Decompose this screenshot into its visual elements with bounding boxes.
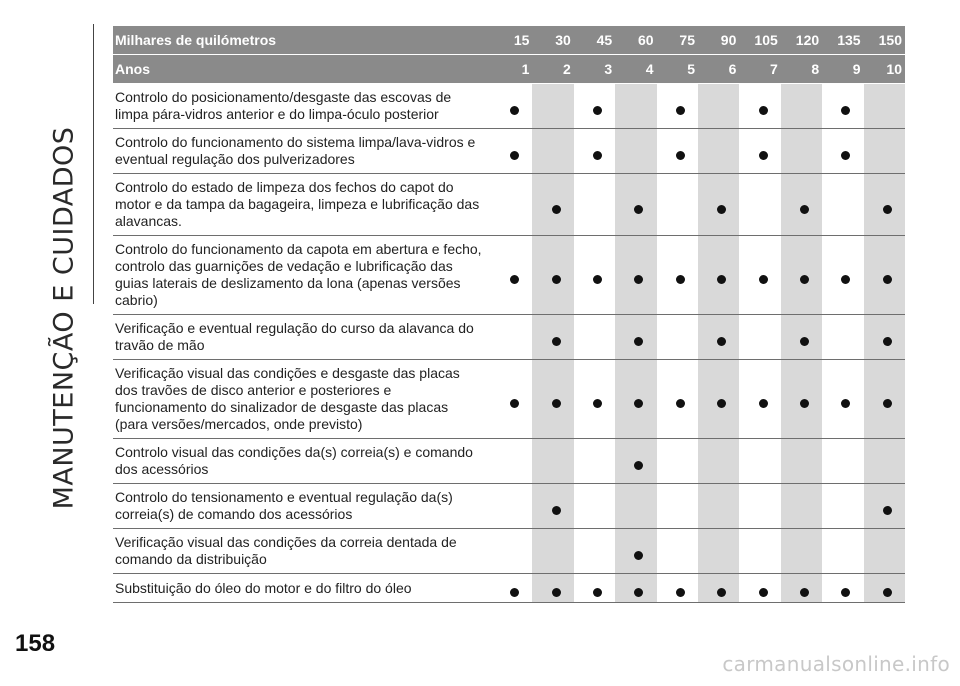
schedule-cell [615,439,656,484]
schedule-cell [532,529,573,574]
scheduled-dot-icon [759,151,768,160]
scheduled-dot-icon [717,275,726,284]
header-km-value: 105 [739,26,780,55]
operation-description: Controlo do funcionamento do sistema limpa/lava-vidros e eventual regulação dos pulverizadores [113,129,491,174]
operation-description: Verificação e eventual regulação do curso da alavanca do travão de mão [113,315,491,360]
watermark: carmanualsonline.info [722,652,950,676]
table-row [113,484,905,529]
scheduled-dot-icon [634,551,643,560]
schedule-cell [491,529,532,574]
schedule-cell [822,129,863,174]
scheduled-dot-icon [676,588,685,597]
schedule-cell [739,529,780,574]
scheduled-dot-icon [841,151,850,160]
schedule-cell [822,84,863,129]
schedule-cell [574,129,615,174]
table-row [113,360,905,439]
schedule-cell [739,315,780,360]
schedule-cell [491,84,532,129]
schedule-cell [491,174,532,236]
schedule-cell [864,84,905,129]
header-years-value: 3 [574,55,615,84]
scheduled-dot-icon [717,205,726,214]
header-years-value: 5 [657,55,698,84]
scheduled-dot-icon [841,588,850,597]
scheduled-dot-icon [800,399,809,408]
schedule-cell [698,84,739,129]
scheduled-dot-icon [552,205,561,214]
schedule-cell [781,439,822,484]
operation-description: Controlo do tensionamento e eventual regulação da(s) correia(s) de comando dos acessórios [113,484,491,529]
schedule-cell [615,484,656,529]
schedule-cell [657,574,698,603]
schedule-cell [657,529,698,574]
table-row [113,84,905,129]
header-km-label: Milhares de quilómetros [113,26,491,55]
operation-description: Verificação visual das condições da correia dentada de comando da distribuição [113,529,491,574]
maintenance-schedule-table [113,26,905,603]
header-row-years [113,55,905,84]
scheduled-dot-icon [841,106,850,115]
scheduled-dot-icon [510,399,519,408]
schedule-cell [491,574,532,603]
schedule-cell [491,360,532,439]
scheduled-dot-icon [883,337,892,346]
schedule-cell [491,129,532,174]
schedule-cell [822,574,863,603]
scheduled-dot-icon [552,337,561,346]
table-row [113,236,905,315]
schedule-cell [781,236,822,315]
scheduled-dot-icon [883,205,892,214]
header-row-km [113,26,905,55]
table-row [113,574,905,603]
scheduled-dot-icon [634,205,643,214]
scheduled-dot-icon [634,275,643,284]
header-km-value: 15 [491,26,532,55]
schedule-cell [532,84,573,129]
schedule-cell [615,315,656,360]
schedule-cell [657,129,698,174]
schedule-cell [781,360,822,439]
schedule-cell [864,174,905,236]
schedule-cell [781,484,822,529]
header-km-value: 90 [698,26,739,55]
scheduled-dot-icon [759,106,768,115]
header-km-value: 60 [615,26,656,55]
section-title: MANUTENÇÃO E CUIDADOS [48,126,80,510]
schedule-cell [698,439,739,484]
schedule-cell [698,574,739,603]
schedule-cell [781,129,822,174]
scheduled-dot-icon [593,588,602,597]
operation-description: Controlo do funcionamento da capota em abertura e fecho, controlo das guarnições de vedação e lubrificação das guias laterais de deslizamento da lona (apenas versões cabrio) [113,236,491,315]
schedule-cell [615,84,656,129]
schedule-cell [822,529,863,574]
schedule-cell [864,236,905,315]
scheduled-dot-icon [717,337,726,346]
schedule-cell [698,236,739,315]
schedule-cell [698,360,739,439]
header-km-value: 75 [657,26,698,55]
scheduled-dot-icon [552,399,561,408]
table-row [113,315,905,360]
operation-description: Controlo do estado de limpeza dos fechos do capot do motor e da tampa da bagageira, limpeza e lubrificação das alavancas. [113,174,491,236]
schedule-cell [615,574,656,603]
schedule-cell [864,529,905,574]
section-divider [93,24,94,304]
schedule-cell [657,439,698,484]
scheduled-dot-icon [676,275,685,284]
scheduled-dot-icon [510,106,519,115]
table-row [113,439,905,484]
schedule-cell [615,174,656,236]
schedule-cell [864,360,905,439]
schedule-cell [532,439,573,484]
header-years-value: 6 [698,55,739,84]
scheduled-dot-icon [552,588,561,597]
schedule-cell [657,84,698,129]
schedule-cell [532,484,573,529]
schedule-cell [739,574,780,603]
scheduled-dot-icon [593,275,602,284]
scheduled-dot-icon [552,506,561,515]
scheduled-dot-icon [676,106,685,115]
schedule-cell [781,174,822,236]
schedule-cell [615,360,656,439]
schedule-cell [698,174,739,236]
operation-description: Verificação visual das condições e desgaste das placas dos travões de disco anterior e posteriores e funcionamento do sinalizador de desgaste das placas (para versões/mercados, onde previsto) [113,360,491,439]
schedule-cell [781,84,822,129]
scheduled-dot-icon [634,337,643,346]
scheduled-dot-icon [593,151,602,160]
scheduled-dot-icon [759,588,768,597]
schedule-cell [615,236,656,315]
operation-description: Substituição do óleo do motor e do filtro do óleo [113,574,491,603]
table-row [113,529,905,574]
scheduled-dot-icon [883,588,892,597]
scheduled-dot-icon [510,588,519,597]
header-years-value: 10 [864,55,905,84]
schedule-cell [657,315,698,360]
schedule-cell [574,84,615,129]
scheduled-dot-icon [800,205,809,214]
schedule-cell [781,574,822,603]
schedule-cell [574,574,615,603]
schedule-cell [822,236,863,315]
header-km-value: 150 [864,26,905,55]
scheduled-dot-icon [800,337,809,346]
header-years-value: 4 [615,55,656,84]
schedule-cell [532,236,573,315]
schedule-cell [822,174,863,236]
schedule-cell [739,84,780,129]
schedule-cell [657,360,698,439]
schedule-cell [739,129,780,174]
schedule-cell [532,360,573,439]
schedule-cell [739,360,780,439]
schedule-cell [864,129,905,174]
schedule-cell [864,484,905,529]
schedule-cell [822,439,863,484]
schedule-cell [491,484,532,529]
scheduled-dot-icon [759,275,768,284]
schedule-cell [698,315,739,360]
scheduled-dot-icon [552,275,561,284]
schedule-cell [574,529,615,574]
scheduled-dot-icon [759,399,768,408]
scheduled-dot-icon [800,588,809,597]
schedule-cell [532,174,573,236]
schedule-cell [864,574,905,603]
schedule-cell [574,439,615,484]
header-years-label: Anos [113,55,491,84]
scheduled-dot-icon [841,275,850,284]
scheduled-dot-icon [676,151,685,160]
header-km-value: 135 [822,26,863,55]
schedule-cell [781,529,822,574]
header-years-value: 7 [739,55,780,84]
header-years-value: 2 [532,55,573,84]
header-km-value: 30 [532,26,573,55]
table-row [113,129,905,174]
table-row [113,174,905,236]
scheduled-dot-icon [634,461,643,470]
scheduled-dot-icon [883,275,892,284]
scheduled-dot-icon [841,399,850,408]
schedule-cell [698,484,739,529]
schedule-cell [532,574,573,603]
schedule-cell [574,484,615,529]
scheduled-dot-icon [676,399,685,408]
header-years-value: 8 [781,55,822,84]
schedule-cell [615,129,656,174]
schedule-cell [491,236,532,315]
schedule-cell [574,360,615,439]
page-number: 158 [15,630,56,657]
schedule-cell [739,236,780,315]
scheduled-dot-icon [717,399,726,408]
scheduled-dot-icon [717,588,726,597]
scheduled-dot-icon [634,399,643,408]
schedule-cell [739,484,780,529]
schedule-cell [698,129,739,174]
scheduled-dot-icon [510,151,519,160]
schedule-cell [657,236,698,315]
schedule-cell [698,529,739,574]
schedule-cell [864,315,905,360]
scheduled-dot-icon [634,588,643,597]
header-km-value: 120 [781,26,822,55]
schedule-cell [532,129,573,174]
schedule-cell [491,315,532,360]
schedule-cell [739,174,780,236]
schedule-cell [574,174,615,236]
operation-description: Controlo visual das condições da(s) correia(s) e comando dos acessórios [113,439,491,484]
schedule-cell [781,315,822,360]
schedule-cell [532,315,573,360]
schedule-cell [822,315,863,360]
header-km-value: 45 [574,26,615,55]
schedule-cell [657,174,698,236]
schedule-cell [615,529,656,574]
schedule-cell [657,484,698,529]
scheduled-dot-icon [800,275,809,284]
scheduled-dot-icon [883,399,892,408]
scheduled-dot-icon [883,506,892,515]
scheduled-dot-icon [593,106,602,115]
schedule-cell [822,360,863,439]
schedule-cell [739,439,780,484]
schedule-cell [491,439,532,484]
schedule-cell [822,484,863,529]
schedule-cell [864,439,905,484]
schedule-cell [574,315,615,360]
header-years-value: 9 [822,55,863,84]
operation-description: Controlo do posicionamento/desgaste das escovas de limpa pára-vidros anterior e do limpa-óculo posterior [113,84,491,129]
schedule-cell [574,236,615,315]
scheduled-dot-icon [510,275,519,284]
scheduled-dot-icon [593,399,602,408]
header-years-value: 1 [491,55,532,84]
